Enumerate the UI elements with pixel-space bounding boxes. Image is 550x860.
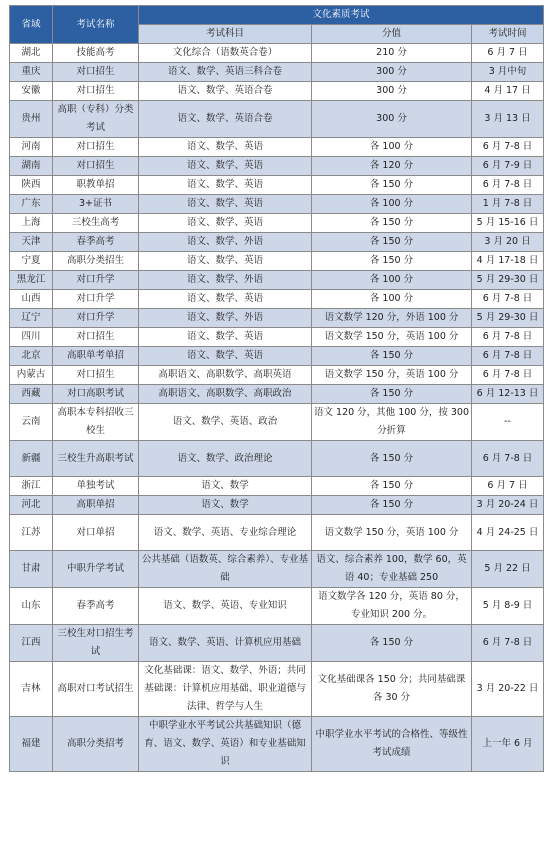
table-row bbox=[10, 588, 544, 625]
cell-exam: 高职本专科招收三校生 bbox=[53, 404, 139, 441]
cell-exam: 技能高考 bbox=[53, 44, 139, 63]
cell-exam: 对口招生 bbox=[53, 157, 139, 176]
cell-province: 湖南 bbox=[10, 157, 53, 176]
table-row bbox=[10, 441, 544, 477]
cell-subjects: 语文、数学、外语 bbox=[139, 233, 312, 252]
table-row bbox=[10, 625, 544, 662]
cell-exam: 高职分类招生 bbox=[53, 252, 139, 271]
cell-subjects: 语文、数学、英语 bbox=[139, 138, 312, 157]
table-row bbox=[10, 404, 544, 441]
cell-time: 1 月 7-8 日 bbox=[472, 195, 544, 214]
cell-exam: 3+证书 bbox=[53, 195, 139, 214]
exam-table-container bbox=[9, 5, 543, 772]
cell-subjects: 高职语文、高职数学、高职政治 bbox=[139, 385, 312, 404]
cell-exam: 高职（专科）分类考试 bbox=[53, 101, 139, 138]
cell-province: 天津 bbox=[10, 233, 53, 252]
cell-time: 5 月 22 日 bbox=[472, 551, 544, 588]
header-province: 省域 bbox=[10, 6, 53, 44]
table-row bbox=[10, 233, 544, 252]
table-row bbox=[10, 477, 544, 496]
cell-province: 山西 bbox=[10, 290, 53, 309]
cell-province: 江苏 bbox=[10, 515, 53, 551]
cell-score: 各 120 分 bbox=[312, 157, 472, 176]
cell-score: 各 150 分 bbox=[312, 477, 472, 496]
cell-score: 各 100 分 bbox=[312, 138, 472, 157]
table-row bbox=[10, 271, 544, 290]
cell-subjects: 语文、数学、外语 bbox=[139, 271, 312, 290]
cell-subjects: 语文、数学 bbox=[139, 496, 312, 515]
cell-time: 6 月 7-8 日 bbox=[472, 347, 544, 366]
table-row bbox=[10, 214, 544, 233]
exam-table bbox=[9, 5, 544, 772]
cell-score: 各 150 分 bbox=[312, 625, 472, 662]
cell-subjects: 语文、数学、英语 bbox=[139, 328, 312, 347]
cell-exam: 对口升学 bbox=[53, 309, 139, 328]
cell-subjects: 语文、数学 bbox=[139, 477, 312, 496]
cell-score: 各 150 分 bbox=[312, 441, 472, 477]
cell-province: 内蒙古 bbox=[10, 366, 53, 385]
table-row bbox=[10, 366, 544, 385]
cell-time: 6 月 7-8 日 bbox=[472, 366, 544, 385]
header-score: 分值 bbox=[312, 25, 472, 44]
cell-time: 6 月 7 日 bbox=[472, 477, 544, 496]
cell-province: 福建 bbox=[10, 717, 53, 772]
cell-time: 5 月 15-16 日 bbox=[472, 214, 544, 233]
header-exam-name: 考试名称 bbox=[53, 6, 139, 44]
cell-exam: 对口招生 bbox=[53, 63, 139, 82]
cell-exam: 对口高职考试 bbox=[53, 385, 139, 404]
cell-score: 各 100 分 bbox=[312, 271, 472, 290]
cell-subjects: 语文、数学、英语 bbox=[139, 347, 312, 366]
cell-score: 各 150 分 bbox=[312, 176, 472, 195]
cell-exam: 职教单招 bbox=[53, 176, 139, 195]
cell-time: 6 月 7-8 日 bbox=[472, 176, 544, 195]
cell-subjects: 文化基础课：语文、数学、外语；共同基础课：计算机应用基础、职业道德与法律、哲学与人生 bbox=[139, 662, 312, 717]
cell-score: 300 分 bbox=[312, 82, 472, 101]
cell-subjects: 语文、数学、英语 bbox=[139, 252, 312, 271]
cell-subjects: 语文、数学、外语 bbox=[139, 309, 312, 328]
table-row bbox=[10, 496, 544, 515]
cell-province: 四川 bbox=[10, 328, 53, 347]
cell-province: 北京 bbox=[10, 347, 53, 366]
cell-score: 文化基础课各 150 分；共同基础课各 30 分 bbox=[312, 662, 472, 717]
cell-exam: 对口单招 bbox=[53, 515, 139, 551]
cell-subjects: 文化综合（语数英合卷） bbox=[139, 44, 312, 63]
cell-exam: 对口招生 bbox=[53, 82, 139, 101]
cell-exam: 对口招生 bbox=[53, 328, 139, 347]
table-row bbox=[10, 515, 544, 551]
cell-exam: 三校生升高职考试 bbox=[53, 441, 139, 477]
table-body bbox=[10, 44, 544, 772]
cell-subjects: 语文、数学、英语、计算机应用基础 bbox=[139, 625, 312, 662]
cell-province: 新疆 bbox=[10, 441, 53, 477]
cell-score: 语文数学 120 分，外语 100 分 bbox=[312, 309, 472, 328]
cell-score: 各 150 分 bbox=[312, 385, 472, 404]
cell-province: 吉林 bbox=[10, 662, 53, 717]
cell-time: 6 月 7-8 日 bbox=[472, 290, 544, 309]
table-row bbox=[10, 662, 544, 717]
cell-time: -- bbox=[472, 404, 544, 441]
cell-province: 甘肃 bbox=[10, 551, 53, 588]
table-row bbox=[10, 551, 544, 588]
cell-province: 湖北 bbox=[10, 44, 53, 63]
cell-time: 4 月 17 日 bbox=[472, 82, 544, 101]
cell-province: 宁夏 bbox=[10, 252, 53, 271]
cell-time: 3 月中旬 bbox=[472, 63, 544, 82]
cell-score: 语文数学 150 分，英语 100 分 bbox=[312, 366, 472, 385]
table-row bbox=[10, 347, 544, 366]
cell-score: 语文 120 分，其他 100 分，按 300 分折算 bbox=[312, 404, 472, 441]
cell-time: 6 月 12-13 日 bbox=[472, 385, 544, 404]
cell-province: 辽宁 bbox=[10, 309, 53, 328]
table-row bbox=[10, 328, 544, 347]
cell-score: 语文数学各 120 分，英语 80 分，专业知识 200 分。 bbox=[312, 588, 472, 625]
header-row-top bbox=[10, 6, 544, 25]
table-row bbox=[10, 176, 544, 195]
cell-score: 300 分 bbox=[312, 63, 472, 82]
cell-subjects: 公共基础（语数英、综合素养）、专业基础 bbox=[139, 551, 312, 588]
cell-subjects: 语文、数学、政治理论 bbox=[139, 441, 312, 477]
cell-time: 4 月 24-25 日 bbox=[472, 515, 544, 551]
cell-exam: 高职单考单招 bbox=[53, 347, 139, 366]
cell-score: 各 100 分 bbox=[312, 290, 472, 309]
table-row bbox=[10, 82, 544, 101]
cell-exam: 对口招生 bbox=[53, 138, 139, 157]
cell-score: 语文数学 150 分，英语 100 分 bbox=[312, 328, 472, 347]
cell-score: 各 100 分 bbox=[312, 195, 472, 214]
table-row bbox=[10, 44, 544, 63]
cell-time: 6 月 7-8 日 bbox=[472, 625, 544, 662]
header-subject: 考试科目 bbox=[139, 25, 312, 44]
cell-score: 语文数学 150 分，英语 100 分 bbox=[312, 515, 472, 551]
cell-time: 3 月 13 日 bbox=[472, 101, 544, 138]
cell-score: 语文、综合素养 100，数学 60，英语 40；专业基础 250 bbox=[312, 551, 472, 588]
cell-subjects: 语文、数学、英语合卷 bbox=[139, 101, 312, 138]
cell-subjects: 中职学业水平考试公共基础知识（德育、语文、数学、英语）和专业基础知识 bbox=[139, 717, 312, 772]
cell-province: 西藏 bbox=[10, 385, 53, 404]
table-row bbox=[10, 195, 544, 214]
table-row bbox=[10, 309, 544, 328]
cell-province: 陕西 bbox=[10, 176, 53, 195]
cell-subjects: 语文、数学、英语、政治 bbox=[139, 404, 312, 441]
cell-subjects: 语文、数学、英语 bbox=[139, 157, 312, 176]
cell-time: 5 月 29-30 日 bbox=[472, 271, 544, 290]
table-row bbox=[10, 252, 544, 271]
cell-score: 210 分 bbox=[312, 44, 472, 63]
cell-time: 上一年 6 月 bbox=[472, 717, 544, 772]
cell-time: 6 月 7-8 日 bbox=[472, 328, 544, 347]
cell-score: 中职学业水平考试的合格性、等级性考试成绩 bbox=[312, 717, 472, 772]
table-row bbox=[10, 138, 544, 157]
cell-score: 各 150 分 bbox=[312, 347, 472, 366]
table-row bbox=[10, 385, 544, 404]
header-time: 考试时间 bbox=[472, 25, 544, 44]
cell-exam: 高职分类招考 bbox=[53, 717, 139, 772]
cell-province: 贵州 bbox=[10, 101, 53, 138]
table-row bbox=[10, 157, 544, 176]
cell-score: 300 分 bbox=[312, 101, 472, 138]
cell-time: 5 月 29-30 日 bbox=[472, 309, 544, 328]
table-row bbox=[10, 290, 544, 309]
cell-exam: 春季高考 bbox=[53, 588, 139, 625]
cell-exam: 高职单招 bbox=[53, 496, 139, 515]
cell-exam: 对口招生 bbox=[53, 366, 139, 385]
cell-time: 6 月 7-8 日 bbox=[472, 138, 544, 157]
cell-exam: 三校生对口招生考试 bbox=[53, 625, 139, 662]
cell-time: 6 月 7-9 日 bbox=[472, 157, 544, 176]
cell-province: 安徽 bbox=[10, 82, 53, 101]
table-row bbox=[10, 717, 544, 772]
cell-score: 各 150 分 bbox=[312, 496, 472, 515]
cell-score: 各 150 分 bbox=[312, 214, 472, 233]
cell-exam: 单独考试 bbox=[53, 477, 139, 496]
cell-province: 云南 bbox=[10, 404, 53, 441]
cell-province: 河北 bbox=[10, 496, 53, 515]
cell-score: 各 150 分 bbox=[312, 233, 472, 252]
cell-subjects: 语文、数学、英语、专业知识 bbox=[139, 588, 312, 625]
cell-subjects: 语文、数学、英语 bbox=[139, 214, 312, 233]
cell-province: 黑龙江 bbox=[10, 271, 53, 290]
cell-province: 河南 bbox=[10, 138, 53, 157]
cell-province: 江西 bbox=[10, 625, 53, 662]
cell-province: 浙江 bbox=[10, 477, 53, 496]
cell-time: 6 月 7-8 日 bbox=[472, 441, 544, 477]
table-row bbox=[10, 101, 544, 138]
cell-province: 广东 bbox=[10, 195, 53, 214]
table-row bbox=[10, 63, 544, 82]
header-culture-group: 文化素质考试 bbox=[139, 6, 544, 25]
cell-subjects: 语文、数学、英语三科合卷 bbox=[139, 63, 312, 82]
cell-score: 各 150 分 bbox=[312, 252, 472, 271]
cell-exam: 对口升学 bbox=[53, 271, 139, 290]
cell-time: 5 月 8-9 日 bbox=[472, 588, 544, 625]
cell-subjects: 语文、数学、英语、专业综合理论 bbox=[139, 515, 312, 551]
cell-subjects: 语文、数学、英语合卷 bbox=[139, 82, 312, 101]
cell-exam: 高职对口考试招生 bbox=[53, 662, 139, 717]
cell-exam: 中职升学考试 bbox=[53, 551, 139, 588]
cell-time: 3 月 20 日 bbox=[472, 233, 544, 252]
cell-time: 3 月 20-22 日 bbox=[472, 662, 544, 717]
cell-subjects: 语文、数学、英语 bbox=[139, 195, 312, 214]
cell-subjects: 高职语文、高职数学、高职英语 bbox=[139, 366, 312, 385]
cell-exam: 春季高考 bbox=[53, 233, 139, 252]
cell-exam: 三校生高考 bbox=[53, 214, 139, 233]
cell-exam: 对口升学 bbox=[53, 290, 139, 309]
cell-time: 4 月 17-18 日 bbox=[472, 252, 544, 271]
cell-province: 上海 bbox=[10, 214, 53, 233]
cell-subjects: 语文、数学、英语 bbox=[139, 176, 312, 195]
cell-province: 重庆 bbox=[10, 63, 53, 82]
cell-time: 3 月 20-24 日 bbox=[472, 496, 544, 515]
cell-province: 山东 bbox=[10, 588, 53, 625]
cell-time: 6 月 7 日 bbox=[472, 44, 544, 63]
cell-subjects: 语文、数学、英语 bbox=[139, 290, 312, 309]
